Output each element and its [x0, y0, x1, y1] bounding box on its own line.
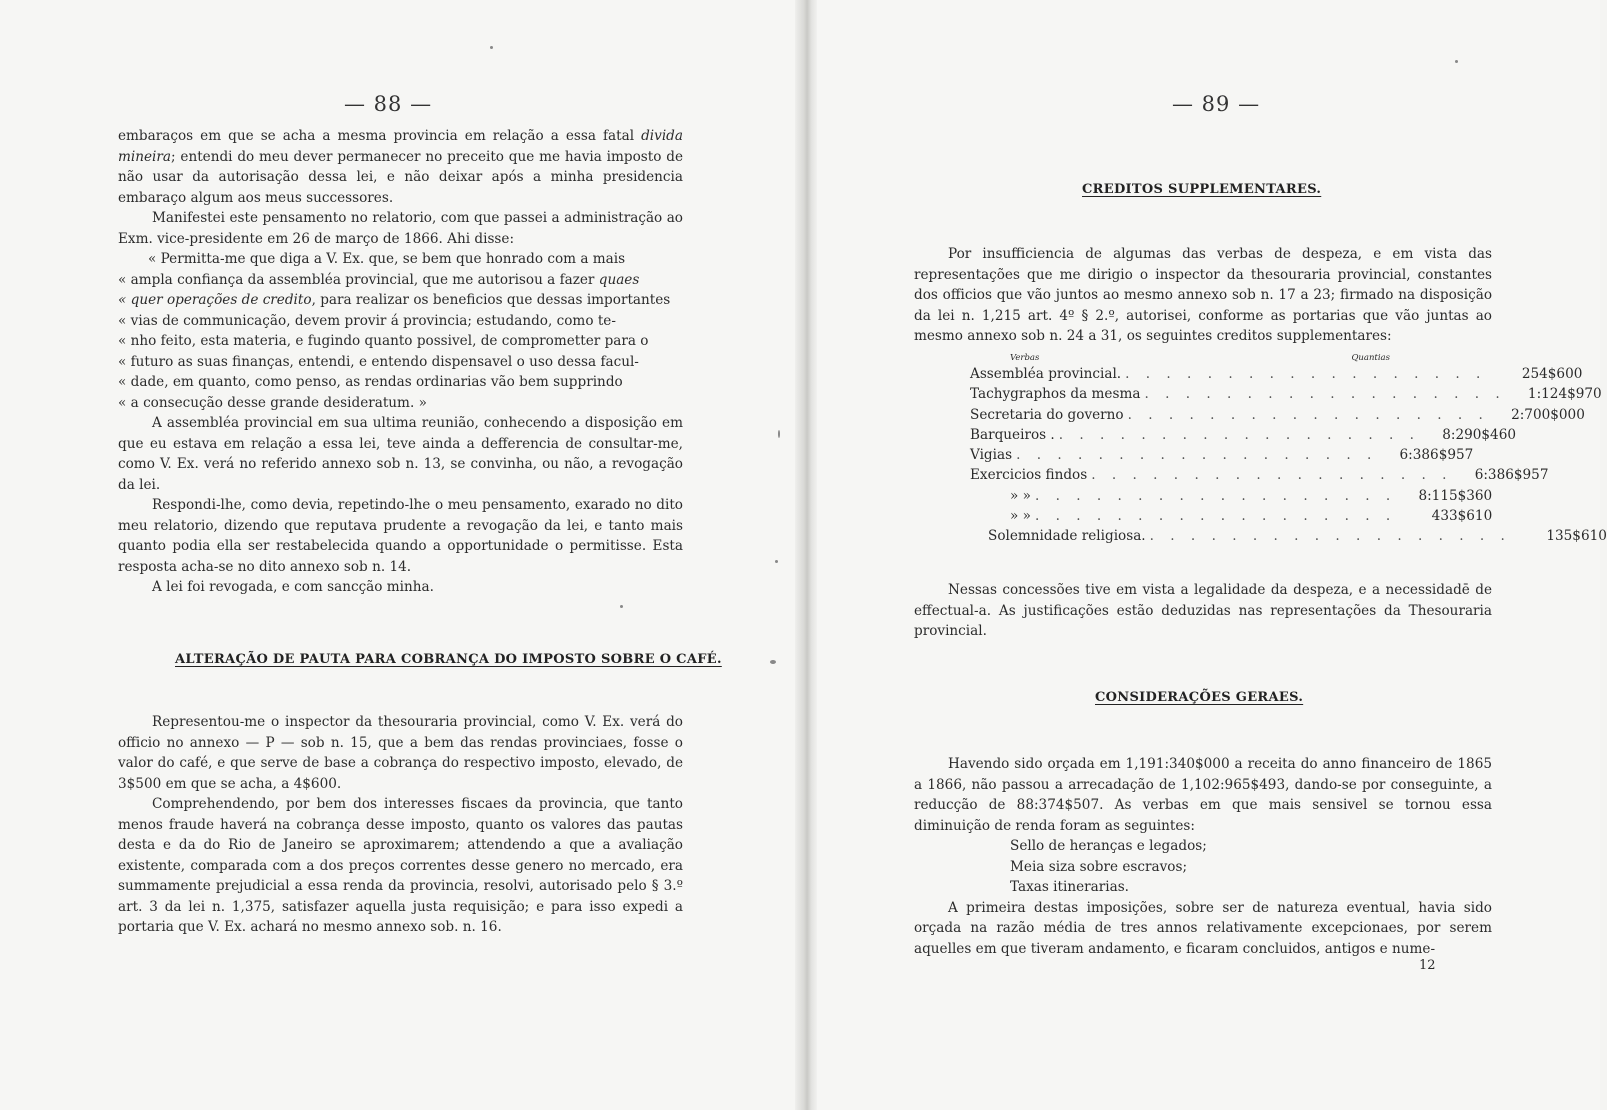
- quote-line: « Permitta-me que diga a V. Ex. que, se bem que honrado com a mais: [148, 251, 626, 267]
- right-text-block-2: [914, 580, 1492, 642]
- table-row: [970, 405, 1585, 425]
- row-label: Tachygraphos da mesma: [970, 386, 1141, 403]
- row-label: Exercicios findos: [970, 467, 1088, 484]
- row-label: » »: [1010, 508, 1031, 525]
- italic-text: « quer operações de credito: [118, 292, 312, 308]
- speck: [770, 660, 776, 664]
- section-heading-cafe: ALTERAÇÃO DE PAUTA PARA COBRANÇA DO IMPOSTO SOBRE O CAFÉ.: [175, 652, 722, 667]
- row-amount: 8:290$460: [1442, 426, 1516, 443]
- table-row: [970, 364, 1583, 384]
- speck: [775, 560, 778, 563]
- column-header-quantias: Quantias: [1351, 353, 1390, 363]
- table-row: [970, 465, 1549, 485]
- row-amount: 254$600: [1521, 366, 1583, 382]
- table-row: [970, 486, 1493, 506]
- page-number-89: — 89 —: [1172, 92, 1261, 116]
- row-amount: 1:124$970: [1527, 386, 1602, 403]
- right-text-block-3: [914, 754, 1492, 959]
- left-text-block-2: [118, 712, 683, 938]
- speck: [778, 430, 780, 438]
- signature-mark: 12: [1419, 958, 1436, 973]
- dot-leader: . . . . . . . . . . . . . . . . . .: [1034, 487, 1397, 504]
- table-body: [970, 364, 1607, 547]
- quote-line: « nho feito, esta materia, e fugindo quanto possivel, de comprometter para o: [118, 333, 649, 349]
- italic-text: divida mineira: [118, 128, 683, 165]
- row-amount: 2:700$000: [1511, 406, 1585, 423]
- table-header: [970, 352, 1400, 364]
- book-gutter: [795, 0, 817, 1110]
- credits-table: [970, 352, 1607, 547]
- row-label: Assembléa provincial.: [970, 366, 1122, 382]
- right-page: [817, 0, 1607, 1110]
- row-amount: 6:386$957: [1474, 467, 1549, 484]
- row-amount: 135$610: [1546, 528, 1607, 545]
- dot-leader: . . . . . . . . . . . . . . . . . .: [1058, 426, 1420, 443]
- row-amount: 8:115$360: [1418, 487, 1493, 504]
- column-header-verbas: Verbas: [1010, 353, 1040, 363]
- dot-leader: . . . . . . . . . . . . . . . . . .: [1149, 528, 1511, 545]
- quote-line: « a consecução desse grande desideratum. »: [118, 394, 427, 411]
- dot-leader: . . . . . . . . . . . . . . . . . .: [1125, 366, 1487, 382]
- table-row: [970, 445, 1474, 465]
- table-row: [970, 526, 1607, 546]
- dot-leader: . . . . . . . . . . . . . . . . . .: [1127, 406, 1489, 423]
- row-label: Secretaria do governo: [970, 406, 1124, 423]
- list-item: Meia siza sobre escravos;: [1010, 858, 1188, 875]
- paragraph: Havendo sido orçada em 1,191:340$000 a receita do anno financeiro de 1865 a 1866, não passou a arrecadação de 1,102:965$493, dando-se por conseguinte, a reducção de 88:374$507. As verbas em que mais sensivel se tornou essa diminuição de renda foram as seguintes:: [914, 756, 1492, 834]
- row-label: Solemnidade religiosa.: [988, 528, 1146, 545]
- paragraph: Manifestei este pensamento no relatorio, com que passei a administração ao Exm. vice-presidente em 26 de março de 1866. Ahi disse:: [118, 210, 683, 247]
- row-label: Barqueiros .: [970, 426, 1055, 443]
- left-page: [0, 0, 795, 1110]
- speck: [490, 46, 493, 49]
- table-row: [970, 425, 1516, 445]
- dot-leader: . . . . . . . . . . . . . . . . . .: [1144, 386, 1506, 403]
- row-label: » »: [1010, 487, 1031, 504]
- table-row: [970, 384, 1602, 404]
- section-heading-creditos: CREDITOS SUPPLEMENTARES.: [1082, 182, 1322, 197]
- text-run: « ampla confiança da assembléa provincial, que me autorisou a fazer: [118, 271, 599, 288]
- right-text-block-1: [914, 244, 1492, 347]
- quote-line: « vias de communicação, devem provir á provincia; estudando, como te-: [118, 312, 616, 329]
- text-run: ; entendi do meu dever permanecer no preceito que me havia imposto de não usar da autorisação dessa lei, e não deixar após a minha presidencia embaraço algum aos meus successores.: [118, 148, 683, 206]
- paragraph: Representou-me o inspector da thesouraria provincial, como V. Ex. verá do officio no annexo — P — sob n. 15, que a bem das rendas provinciaes, fosse o valor do café, e que serve de base a cobrança do respectivo imposto, elevado, de 3$500 em que se acha, a 4$600.: [118, 714, 683, 792]
- quote-line: « futuro as suas finanças, entendi, e entendo dispensavel o uso dessa facul-: [118, 353, 639, 370]
- row-amount: 6:386$957: [1399, 447, 1474, 464]
- quote-line: [118, 290, 683, 311]
- paragraph: A assembléa provincial em sua ultima reunião, conhecendo a disposição em que eu estava em relação a essa lei, teve ainda a defferencia de consultar-me, como V. Ex. verá no referido annexo sob n. 13, se convinha, ou não, a revogação da lei.: [118, 415, 683, 493]
- left-text-block-1: [118, 126, 683, 598]
- speck: [620, 605, 623, 608]
- list-item: Sello de heranças e legados;: [1010, 838, 1207, 854]
- paragraph: Comprehendendo, por bem dos interesses fiscaes da provincia, que tanto menos fraude haverá na cobrança desse imposto, quanto os valores das pautas desta e da do Rio de Janeiro se aproximarem; attendendo a que a avaliação existente, comparada com a dos preços correntes desse genero no mercado, era summamente prejudicial a essa renda da provincia, resolvi, autorisado pelo § 3.º art. 3 da lei n. 1,375, satisfazer aquella justa requisição; e para isso expedi a portaria que V. Ex. achará no mesmo annexo sob. n. 16.: [118, 796, 683, 935]
- quote-line: « dade, em quanto, como penso, as rendas ordinarias vão bem supprindo: [118, 374, 623, 390]
- list-item: Taxas itinerarias.: [1010, 879, 1129, 895]
- paragraph: [118, 126, 683, 208]
- dot-leader: . . . . . . . . . . . . . . . . . .: [1034, 508, 1397, 525]
- paragraph: Respondi-lhe, como devia, repetindo-lhe o meu pensamento, exarado no dito meu relatorio, dizendo que reputava prudente a revogação da lei, e tanto mais quanto podia ella ser restabelecida quando a opportunidade o permitisse. Esta resposta acha-se no dito annexo sob n. 14.: [118, 497, 683, 575]
- row-amount: 433$610: [1431, 508, 1493, 525]
- quote-line: [118, 270, 683, 291]
- paragraph: A primeira destas imposições, sobre ser de natureza eventual, havia sido orçada na razão média de tres annos relativamente excepcionaes, por serem aquelles em que tiveram andamento, e ficaram concluidos, antigos e nume-: [914, 899, 1492, 957]
- italic-text: quaes: [598, 271, 640, 288]
- paragraph: Por insufficiencia de algumas das verbas de despeza, e em vista das representações que me dirigio o inspector da thesouraria provincial, constantes dos officios que vão juntos ao mesmo annexo sob n. 17 a 23; firmado na disposição da lei n. 1,215 art. 4º § 2.º, autorisei, conforme as portarias que vão juntas ao mesmo annexo sob n. 24 a 31, os seguintes creditos supplementares:: [914, 246, 1492, 344]
- table-row: [970, 506, 1493, 526]
- row-label: Vigias: [970, 447, 1013, 464]
- page-number-88: — 88 —: [344, 92, 433, 116]
- text-run: , para realizar os beneficios que dessas importantes: [311, 292, 671, 308]
- speck: [1455, 60, 1458, 63]
- paragraph: A lei foi revogada, e com sancção minha.: [152, 579, 434, 595]
- paragraph: Nessas concessões tive em vista a legalidade da despeza, e a necessidadē de effectual-a. As justificações estão deduzidas nas representações da Thesouraria provincial.: [914, 582, 1492, 639]
- text-run: embaraços em que se acha a mesma provincia em relação a essa fatal: [118, 128, 642, 144]
- dot-leader: . . . . . . . . . . . . . . . . . .: [1091, 467, 1453, 484]
- section-heading-consideracoes: CONSIDERAÇÕES GERAES.: [1095, 690, 1304, 705]
- dot-leader: . . . . . . . . . . . . . . . . . .: [1016, 447, 1378, 464]
